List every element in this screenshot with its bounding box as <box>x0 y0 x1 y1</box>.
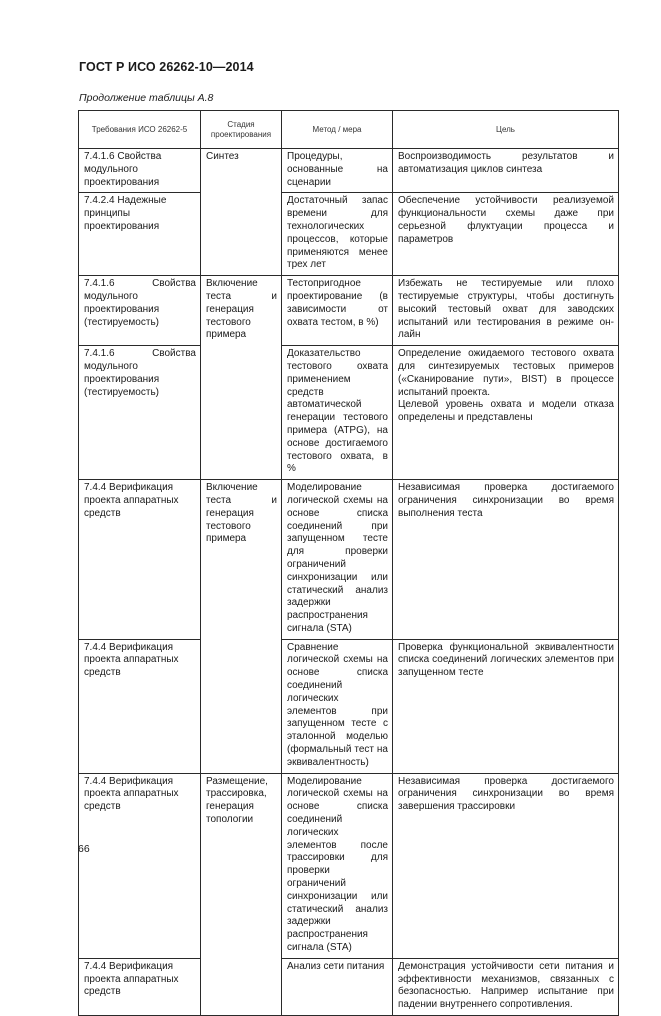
cell-goal: Независимая проверка достигаемого ограничения синхронизации во время выполнения теста <box>393 480 619 640</box>
cell-requirement: 7.4.4 Верификация проекта аппаратных средств <box>79 958 201 1015</box>
cell-requirement: 7.4.2.4 Надежные принципы проектирования <box>79 193 201 276</box>
table-row <box>79 480 619 640</box>
cell-stage-test-inclusion: Включение теста и генерация тестового примера <box>201 480 282 774</box>
cell-stage-test-inclusion: Включение теста и генерация тестового примера <box>201 276 282 480</box>
cell-goal <box>393 346 619 480</box>
table-row <box>79 958 619 1015</box>
cell-goal: Избежать не тестируемые или плохо тестируемые структуры, чтобы достигнуть высокий тестовый охват для заводских испытаний или тестирования в режиме он-лайн <box>393 276 619 346</box>
cell-goal: Независимая проверка достигаемого ограничения синхронизации во время завершения трассировки <box>393 773 619 958</box>
table-row <box>79 639 619 773</box>
column-header-requirement: Требования ИСО 26262-5 <box>79 111 201 149</box>
cell-method: Процедуры, основанные на сценарии <box>282 149 393 193</box>
page-number: 66 <box>78 843 90 855</box>
cell-goal: Проверка функциональной эквивалентности списка соединений логических элементов при запущенном тесте <box>393 639 619 773</box>
cell-goal: Демонстрация устойчивости сети питания и эффективности механизмов, связанных с безопасностью. Например испытание при падении внутреннего сопротивления. <box>393 958 619 1015</box>
cell-requirement: 7.4.1.6 Свойства модульного проектирования (тестируемость) <box>79 276 201 346</box>
cell-requirement: 7.4.4 Верификация проекта аппаратных средств <box>79 480 201 640</box>
cell-method: Достаточный запас времени для технологических процессов, которые применяются менее трех лет <box>282 193 393 276</box>
table-row <box>79 149 619 193</box>
cell-method: Анализ сети питания <box>282 958 393 1015</box>
cell-method: Моделирование логической схемы на основе списка соединений логических элементов после трассировки для проверки ограничений синхронизации или статический анализ задержки распространения сигнала (STA) <box>282 773 393 958</box>
cell-method: Доказательство тестового охвата применением средств автоматической генерации тестового примера (ATPG), на основе достигаемого тестового охвата, в % <box>282 346 393 480</box>
table-header-row <box>79 111 619 149</box>
cell-method: Тестопригодное проектирование (в зависимости от охвата тестом, в %) <box>282 276 393 346</box>
table-continuation-caption: Продолжение таблицы А.8 <box>79 92 214 104</box>
cell-stage-layout: Размещение, трассировка, генерация топологии <box>201 773 282 1015</box>
column-header-method: Метод / мера <box>282 111 393 149</box>
table-row <box>79 193 619 276</box>
table-row <box>79 773 619 958</box>
column-header-goal: Цель <box>393 111 619 149</box>
cell-stage-synthesis: Синтез <box>201 149 282 276</box>
document-header: ГОСТ Р ИСО 26262-10—2014 <box>79 60 254 74</box>
cell-requirement: 7.4.4 Верификация проекта аппаратных средств <box>79 773 201 958</box>
cell-method: Моделирование логической схемы на основе списка соединений при запущенном тесте для проверки ограничений синхронизации или статический анализ задержки распространения сигнала (STA) <box>282 480 393 640</box>
cell-requirement: 7.4.1.6 Свойства модульного проектирования (тестируемость) <box>79 346 201 480</box>
cell-requirement: 7.4.4 Верификация проекта аппаратных средств <box>79 639 201 773</box>
cell-method: Сравнение логической схемы на основе списка соединений логических элементов при запущенном тесте с эталонной моделью (формальный тест на эквивалентность) <box>282 639 393 773</box>
goal-text: Определение ожидаемого тестового охвата для синтезируемых тестовых примеров («Сканирование пути», BIST) в процессе испытаний проекта. <box>398 348 614 398</box>
table-row <box>79 276 619 346</box>
column-header-stage: Стадия проектирования <box>201 111 282 149</box>
goal-text-continuation: Целевой уровень охвата и модели отказа определены и представлены <box>398 399 614 424</box>
requirements-table <box>78 110 619 1016</box>
cell-goal: Обеспечение устойчивости реализуемой функциональности схемы даже при серьезной флуктуации процесса и параметров <box>393 193 619 276</box>
table-row <box>79 346 619 480</box>
cell-goal: Воспроизводимость результатов и автоматизация циклов синтеза <box>393 149 619 193</box>
cell-requirement: 7.4.1.6 Свойства модульного проектирования <box>79 149 201 193</box>
